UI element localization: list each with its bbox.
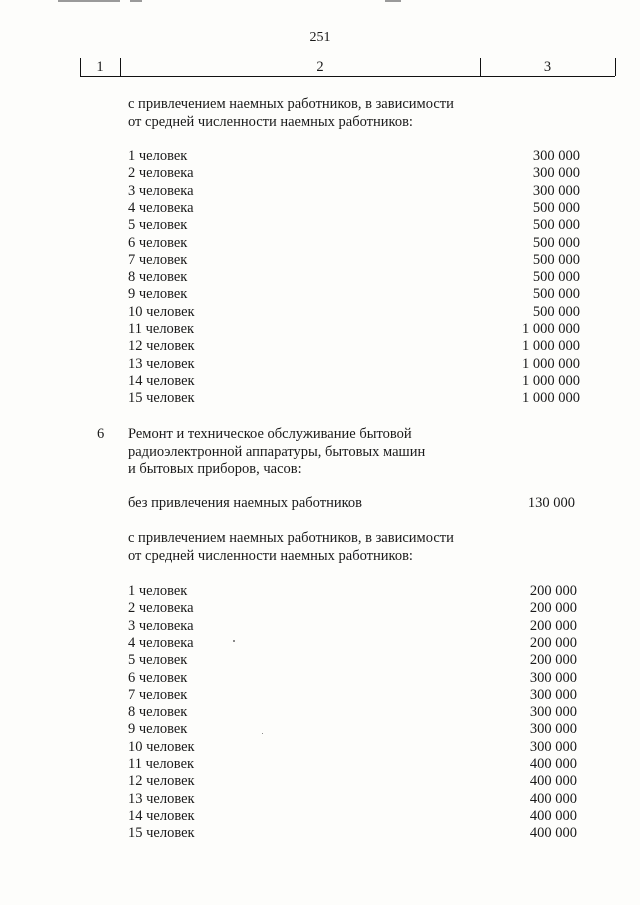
row-value: 1 000 000: [522, 355, 580, 372]
row-value: 500 000: [532, 199, 580, 216]
row-label: 5 человек: [128, 652, 188, 669]
row-value: 200 000: [529, 617, 577, 634]
item6-heading-line: с привлечением наемных работников, в зависимости: [128, 530, 454, 546]
row-value: 500 000: [532, 303, 580, 320]
row-value: 200 000: [529, 600, 577, 617]
row-label: 4 человека: [128, 199, 194, 216]
row-value: 300 000: [529, 704, 577, 721]
row-value: 400 000: [529, 825, 577, 842]
row-label: 12 человек: [128, 773, 195, 790]
row-label: 7 человек: [128, 686, 188, 703]
scan-artifact: [130, 0, 142, 2]
without-hired-label: без привлечения наемных работников: [128, 495, 362, 511]
row-label: 1 человек: [128, 583, 188, 599]
row-value: 500 000: [532, 269, 580, 286]
header-col-1: 1: [96, 59, 104, 75]
row-label: 14 человек: [128, 372, 195, 389]
row-value: 300 000: [529, 721, 577, 738]
item-title-line: Ремонт и техническое обслуживание бытовой: [128, 426, 412, 442]
row-label: 15 человек: [128, 390, 195, 407]
row-value: 300 000: [529, 669, 577, 686]
row-label: 14 человек: [128, 807, 195, 824]
row-label: 3 человека: [128, 182, 194, 199]
scan-artifact: [58, 0, 120, 2]
row-label: 2 человека: [128, 600, 194, 617]
row-value: 1 000 000: [522, 390, 580, 407]
table-header: [80, 58, 615, 77]
row-label: 1 человек: [128, 148, 188, 164]
row-label: 2 человека: [128, 165, 194, 182]
row-label: 13 человек: [128, 355, 195, 372]
page-number: 251: [309, 30, 331, 45]
section-a-heading-line: с привлечением наемных работников, в зависимости: [128, 96, 454, 112]
item-title-line: и бытовых приборов, часов:: [128, 461, 302, 477]
row-label: 13 человек: [128, 790, 195, 807]
row-value: 200 000: [529, 652, 577, 669]
row-value: 500 000: [532, 251, 580, 268]
row-value: 400 000: [529, 756, 577, 772]
row-value: 400 000: [529, 773, 577, 790]
row-label: 11 человек: [128, 756, 195, 772]
row-value: 400 000: [529, 790, 577, 807]
row-label: 11 человек: [128, 321, 195, 337]
row-label: 6 человек: [128, 669, 188, 686]
section-a-heading-line: от средней численности наемных работников:: [128, 114, 413, 130]
row-label: 12 человек: [128, 338, 195, 355]
row-value: 300 000: [529, 686, 577, 703]
row-label: 8 человек: [128, 269, 188, 286]
row-value: 500 000: [532, 286, 580, 303]
row-value: 300 000: [532, 165, 580, 182]
scan-artifact: [385, 0, 401, 2]
scan-speck: [262, 733, 263, 734]
row-value: 300 000: [532, 182, 580, 199]
item-title-line: радиоэлектронной аппаратуры, бытовых машин: [128, 444, 426, 460]
row-value: 1 000 000: [522, 321, 580, 337]
row-label: 10 человек: [128, 303, 195, 320]
row-label: 6 человек: [128, 234, 188, 251]
without-hired-value: 130 000: [527, 495, 575, 511]
row-label: 10 человек: [128, 738, 195, 755]
item6-heading-line: от средней численности наемных работников:: [128, 548, 413, 564]
header-col-2: 2: [316, 59, 324, 75]
scan-speck: [233, 640, 235, 642]
row-label: 3 человека: [128, 617, 194, 634]
row-label: 7 человек: [128, 251, 188, 268]
row-label: 4 человека: [128, 634, 194, 651]
row-label: 15 человек: [128, 825, 195, 842]
row-value: 300 000: [532, 148, 580, 164]
row-label: 8 человек: [128, 704, 188, 721]
row-value: 500 000: [532, 217, 580, 234]
row-value: 1 000 000: [522, 338, 580, 355]
row-value: 400 000: [529, 807, 577, 824]
item-number: 6: [97, 426, 105, 442]
row-label: 9 человек: [128, 286, 188, 303]
row-value: 300 000: [529, 738, 577, 755]
row-value: 200 000: [529, 634, 577, 651]
row-label: 9 человек: [128, 721, 188, 738]
row-value: 500 000: [532, 234, 580, 251]
row-value: 1 000 000: [522, 372, 580, 389]
header-col-3: 3: [543, 59, 552, 75]
row-value: 200 000: [529, 583, 577, 599]
row-label: 5 человек: [128, 217, 188, 234]
